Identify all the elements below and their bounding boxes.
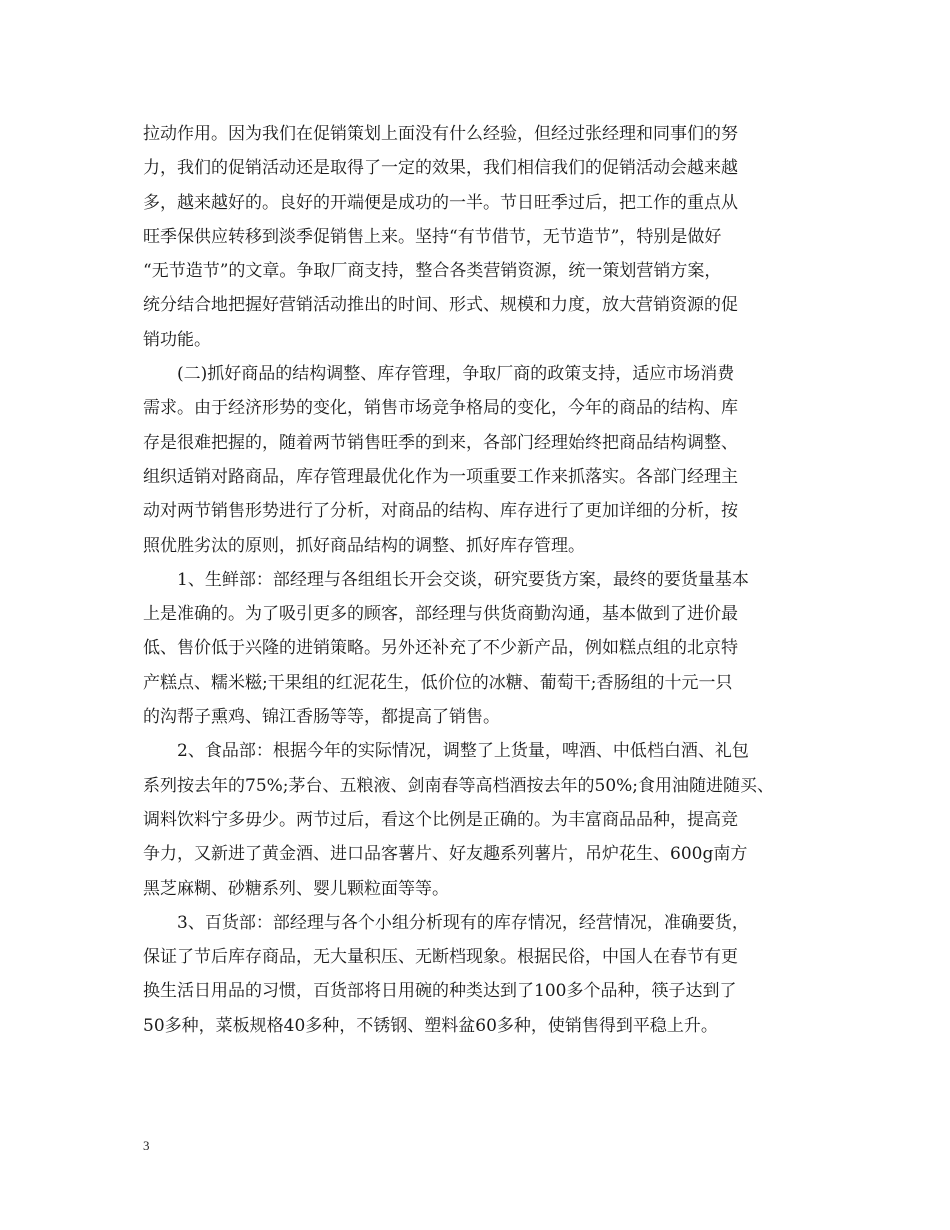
text-line: 50多种，菜板规格40多种，不锈钢、塑料盆60多种，使销售得到平稳上升。	[143, 1015, 718, 1036]
text-line: 黑芝麻糊、砂糖系列、婴儿颗粒面等等。	[143, 878, 449, 899]
text-line: 拉动作用。因为我们在促销策划上面没有什么经验，但经过张经理和同事们的努	[143, 124, 738, 144]
text-line: 保证了节后库存商品，无大量积压、无断档现象。根据民俗，中国人在春节有更	[143, 947, 738, 968]
list-item-start-line: 2、食品部：根据今年的实际情况，调整了上货量，啤酒、中低档白酒、礼包	[143, 741, 749, 762]
text-line: 产糕点、糯米糍;干果组的红泥花生，低价位的冰糖、葡萄干;香肠组的十元一只	[143, 672, 733, 693]
text-line: 照优胜劣汰的原则，抓好商品结构的调整、抓好库存管理。	[143, 535, 585, 556]
section-heading-line: (二)抓好商品的结构调整、库存管理，争取厂商的政策支持，适应市场消费	[143, 364, 735, 385]
text-line: 系列按去年的75%;茅台、五粮液、剑南春等高档酒按去年的50%;食用油随进随买、	[143, 775, 775, 796]
page-number: 3	[143, 1138, 150, 1153]
list-item-start-line: 1、生鲜部：部经理与各组组长开会交谈，研究要货方案，最终的要货量基本	[143, 569, 749, 590]
text-line: 动对两节销售形势进行了分析，对商品的结构、库存进行了更加详细的分析，按	[143, 501, 738, 522]
text-line: 力，我们的促销活动还是取得了一定的效果，我们相信我们的促销活动会越来越	[143, 158, 738, 179]
body-text	[143, 117, 815, 1043]
text-line: 旺季保供应转移到淡季促销售上来。坚持“有节借节，无节造节”，特别是做好	[143, 226, 722, 247]
text-line: 低、售价低于兴隆的进销策略。另外还补充了不少新产品，例如糕点组的北京特	[143, 638, 738, 659]
text-line: 调料饮料宁多毋少。两节过后，看这个比例是正确的。为丰富商品品种，提高竞	[143, 809, 738, 830]
text-line: 的沟帮子熏鸡、锦江香肠等等，都提高了销售。	[143, 707, 500, 728]
text-line: 销功能。	[143, 329, 211, 350]
text-line: 存是很难把握的，随着两节销售旺季的到来，各部门经理始终把商品结构调整、	[143, 432, 738, 453]
text-line: 换生活日用品的习惯，百货部将日用碗的种类达到了100多个品种，筷子达到了	[143, 981, 737, 1002]
text-line: 统分结合地把握好营销活动推出的时间、形式、规模和力度，放大营销资源的促	[143, 295, 738, 316]
list-item-start-line: 3、百货部：部经理与各个小组分析现有的库存情况，经营情况，准确要货，	[143, 912, 749, 933]
text-line: 上是准确的。为了吸引更多的顾客，部经理与供货商勤沟通，基本做到了进价最	[143, 604, 738, 625]
text-line: 组织适销对路商品，库存管理最优化作为一项重要工作来抓落实。各部门经理主	[143, 466, 738, 487]
text-line: “无节造节”的文章。争取厂商支持，整合各类营销资源，统一策划营销方案，	[143, 261, 722, 282]
text-line: 争力，又新进了黄金酒、进口品客薯片、好友趣系列薯片，吊炉花生、600g南方	[143, 844, 748, 865]
text-line: 多，越来越好的。良好的开端便是成功的一半。节日旺季过后，把工作的重点从	[143, 192, 738, 213]
text-line: 需求。由于经济形势的变化，销售市场竞争格局的变化，今年的商品的结构、库	[143, 398, 738, 419]
